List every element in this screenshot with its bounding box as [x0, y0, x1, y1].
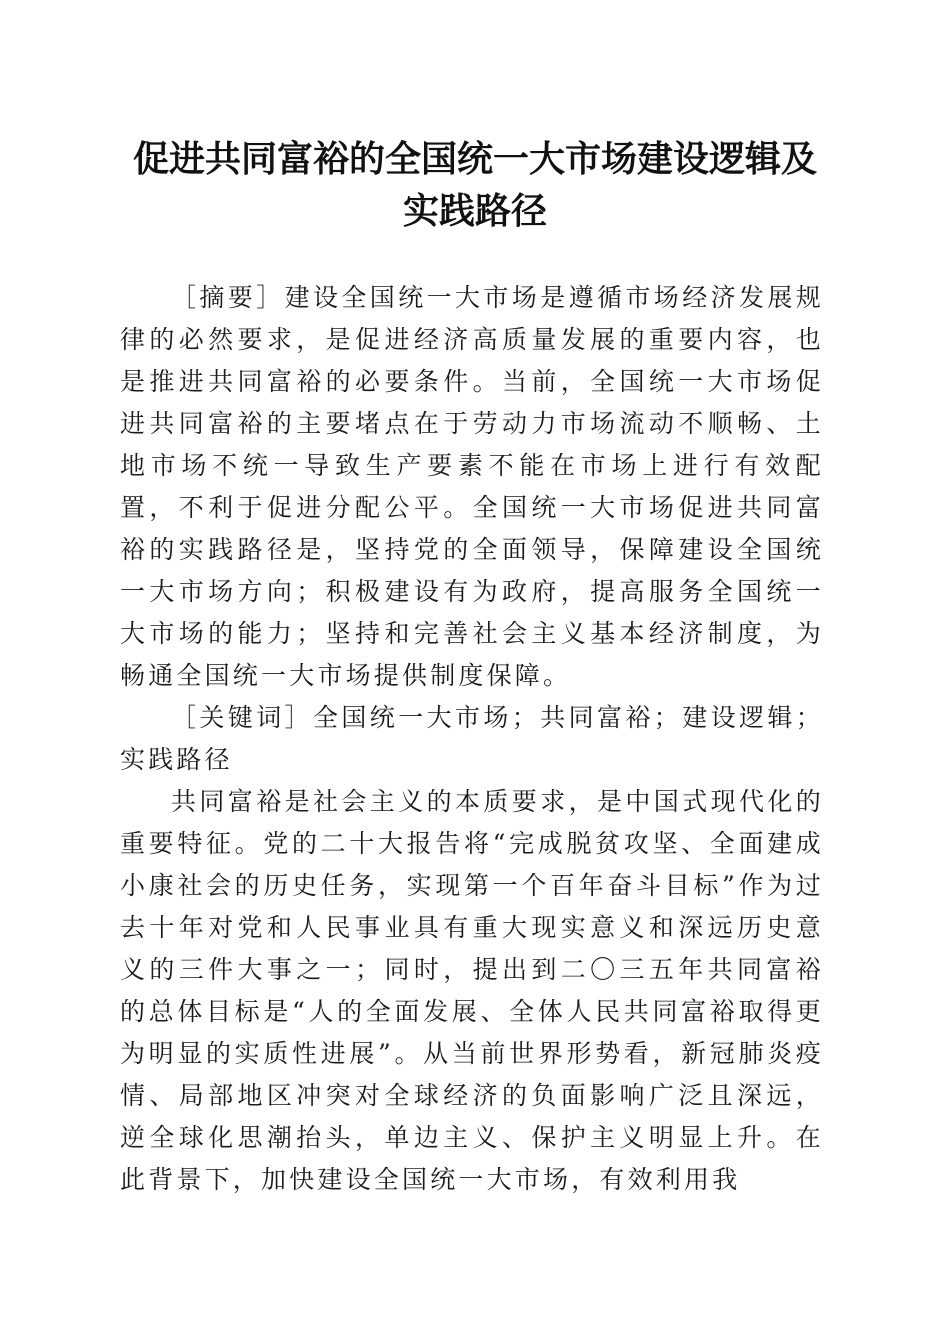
abstract-paragraph: ［摘要］建设全国统一大市场是遵循市场经济发展规律的必然要求，是促进经济高质量发展的重要内容，也是推进共同富裕的必要条件。当前，全国统一大市场促进共同富裕的主要堵点在于劳动力市场流动不顺畅、土地市场不统一导致生产要素不能在市场上进行有效配置，不利于促进分配公平。全国统一大市场促进共同富裕的实践路径是，坚持党的全面领导，保障建设全国统一大市场方向；积极建设有为政府，提高服务全国统一大市场的能力；坚持和完善社会主义基本经济制度，为畅通全国统一大市场提供制度保障。	[120, 283, 824, 690]
document-title: 促进共同富裕的全国统一大市场建设逻辑及实践路径	[132, 139, 817, 232]
document-body	[120, 277, 824, 1201]
keywords-paragraph: ［关键词］全国统一大市场；共同富裕；建设逻辑；实践路径	[120, 703, 824, 774]
intro-paragraph: 共同富裕是社会主义的本质要求，是中国式现代化的重要特征。党的二十大报告将“完成脱贫攻坚、全面建成小康社会的历史任务，实现第一个百年奋斗目标”作为过去十年对党和人民事业具有重大现实意义和深远历史意义的三件大事之一；同时，提出到二〇三五年共同富裕的总体目标是“人的全面发展、全体人民共同富裕取得更为明显的实质性进展”。从当前世界形势看，新冠肺炎疫情、局部地区冲突对全球经济的负面影响广泛且深远，逆全球化思潮抬头，单边主义、保护主义明显上升。在此背景下，加快建设全国统一大市场，有效利用我	[120, 787, 824, 1194]
